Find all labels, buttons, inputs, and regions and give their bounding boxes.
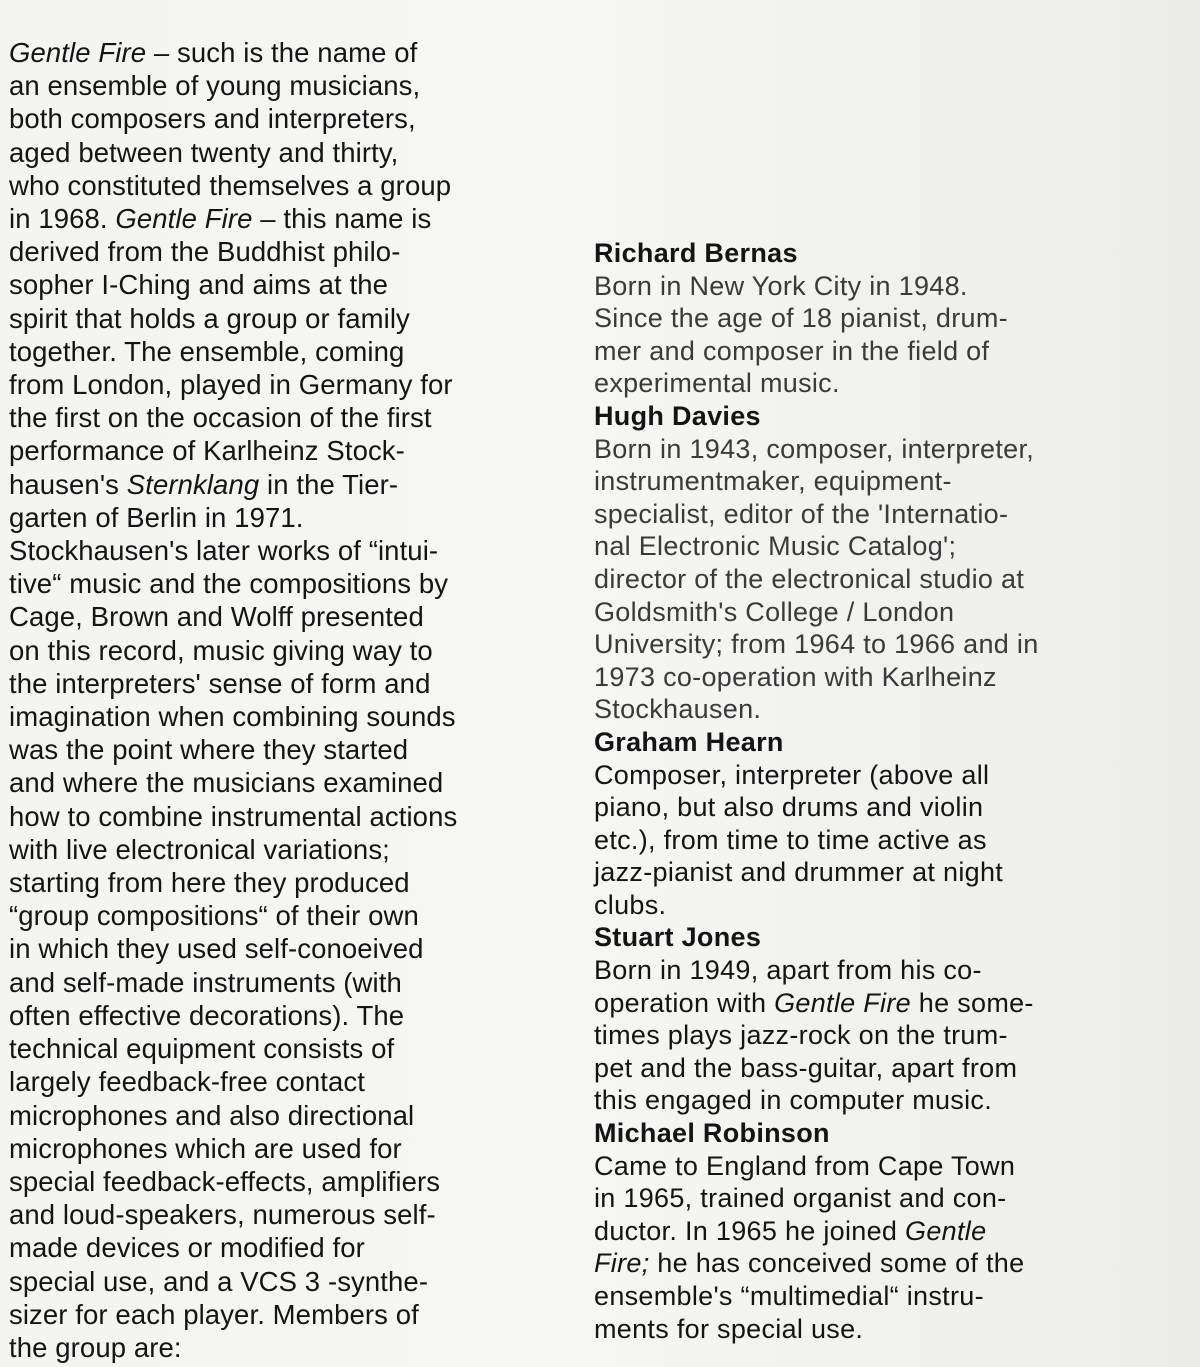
text-segment: from London, played in Germany for	[9, 369, 453, 401]
text-segment: in the Tier-	[259, 468, 399, 500]
text-line	[9, 1032, 569, 1065]
text-line	[594, 1247, 1194, 1280]
text-line	[9, 999, 569, 1032]
text-segment: director of the electronical studio at	[594, 563, 1025, 594]
member-name: Stuart Jones	[594, 922, 762, 953]
text-segment: together. The ensemble, coming	[9, 335, 405, 367]
text-segment: nal Electronic Music Catalog';	[594, 531, 957, 562]
text-line	[594, 563, 1194, 596]
text-line	[594, 302, 1194, 335]
text-segment: and self-made instruments (with	[9, 966, 402, 998]
text-line	[594, 335, 1194, 368]
text-line	[9, 434, 569, 467]
text-segment: this engaged in computer music.	[594, 1085, 993, 1116]
text-line	[9, 202, 569, 235]
text-segment: was the point where they started	[9, 734, 409, 766]
text-line	[9, 36, 569, 69]
text-line	[594, 661, 1194, 694]
text-segment: with live electronical variations;	[9, 833, 390, 865]
text-line	[9, 634, 569, 667]
text-segment: sizer for each player. Members of	[9, 1298, 419, 1330]
text-segment: starting from here they produced	[9, 867, 410, 899]
text-line	[594, 759, 1194, 792]
text-segment: – this name is	[252, 203, 432, 235]
text-line	[9, 102, 569, 135]
text-line	[9, 368, 569, 401]
text-line	[9, 1099, 569, 1132]
text-line	[9, 1231, 569, 1264]
text-segment: performance of Karlheinz Stock-	[9, 435, 405, 467]
text-segment: Born in 1943, composer, interpreter,	[594, 433, 1035, 464]
text-segment: in which they used self-conoeived	[9, 933, 424, 965]
italic-text: Gentle Fire	[115, 203, 253, 235]
text-segment: pet and the bass-guitar, apart from	[594, 1052, 1018, 1083]
italic-text: Gentle Fire	[774, 987, 911, 1018]
text-segment: spirit that holds a group or family	[9, 302, 410, 334]
text-segment: special feedback-effects, amplifiers	[9, 1165, 441, 1197]
text-line	[9, 1065, 569, 1098]
text-segment: microphones and also directional	[9, 1099, 415, 1131]
text-segment: ductor. In 1965 he joined	[594, 1215, 906, 1246]
text-segment: derived from the Buddhist philo-	[9, 236, 401, 268]
text-segment: often effective decorations). The	[9, 999, 405, 1031]
text-segment: both composers and interpreters,	[9, 103, 416, 135]
text-segment: hausen's	[9, 468, 127, 500]
text-line	[594, 1019, 1194, 1052]
text-line	[594, 1280, 1194, 1313]
text-segment: Born in 1949, apart from his co-	[594, 955, 982, 986]
text-segment: special use, and a VCS 3 -synthe-	[9, 1265, 429, 1297]
text-line	[594, 530, 1194, 563]
text-line	[9, 1165, 569, 1198]
member-entry	[594, 921, 1194, 1117]
text-line	[9, 667, 569, 700]
text-segment: who constituted themselves a group	[9, 169, 452, 201]
text-line	[9, 1132, 569, 1165]
text-segment: largely feedback-free contact	[9, 1066, 366, 1098]
text-segment: and where the musicians examined	[9, 767, 444, 799]
text-line	[9, 932, 569, 965]
text-segment: Goldsmith's College / London	[594, 596, 955, 627]
text-segment: ments for special use.	[594, 1313, 864, 1344]
text-segment: in 1968.	[9, 203, 116, 235]
text-segment: instrumentmaker, equipment-	[594, 466, 952, 497]
text-segment: “group compositions“ of their own	[9, 900, 419, 932]
text-line	[9, 1298, 569, 1331]
text-line	[594, 987, 1194, 1020]
text-line	[9, 534, 569, 567]
member-name: Graham Hearn	[594, 726, 784, 757]
text-line	[594, 856, 1194, 889]
text-line	[594, 270, 1194, 303]
text-segment: an ensemble of young musicians,	[9, 70, 421, 102]
text-line	[9, 1265, 569, 1298]
text-line	[594, 433, 1194, 466]
italic-text: Gentle	[905, 1215, 987, 1246]
text-line	[594, 1313, 1194, 1346]
text-line	[9, 302, 569, 335]
italic-text: Gentle Fire	[9, 37, 147, 68]
text-line	[594, 367, 1194, 400]
text-segment: Stockhausen's later works of “intui-	[9, 535, 439, 567]
text-segment: he has conceived some of the	[649, 1248, 1025, 1279]
text-segment: clubs.	[594, 889, 667, 920]
text-line	[594, 1182, 1194, 1215]
text-segment: the group are:	[9, 1331, 182, 1363]
text-segment: Came to England from Cape Town	[594, 1150, 1016, 1181]
text-segment: piano, but also drums and violin	[594, 792, 984, 823]
text-segment: aged between twenty and thirty,	[9, 136, 399, 168]
member-name: Richard Bernas	[594, 238, 798, 268]
text-segment: etc.), from time to time active as	[594, 824, 987, 855]
text-segment: – such is the name of	[146, 37, 418, 68]
text-segment: Born in New York City in 1948.	[594, 270, 968, 301]
italic-text: Fire;	[594, 1248, 650, 1279]
text-segment: Stockhausen.	[594, 694, 762, 725]
intro-column	[9, 36, 569, 1364]
text-segment: specialist, editor of the 'Internatio-	[594, 498, 1009, 529]
text-segment: jazz-pianist and drummer at night	[594, 857, 1004, 888]
text-segment: made devices or modified for	[9, 1232, 365, 1264]
member-entry	[594, 1117, 1194, 1345]
text-line	[9, 401, 569, 434]
text-segment: imagination when combining sounds	[9, 701, 456, 733]
member-entry	[594, 726, 1194, 922]
text-segment: on this record, music giving way to	[9, 634, 433, 666]
text-line	[9, 833, 569, 866]
text-line	[9, 69, 569, 102]
members-column	[594, 237, 1194, 1345]
text-segment: Cage, Brown and Wolff presented	[9, 601, 424, 633]
text-line	[9, 1198, 569, 1231]
text-segment: University; from 1964 to 1966 and in	[594, 629, 1039, 660]
text-line	[594, 1084, 1194, 1117]
text-line	[594, 498, 1194, 531]
text-segment: mer and composer in the field of	[594, 335, 990, 366]
text-segment: times plays jazz-rock on the trum-	[594, 1020, 1008, 1051]
text-line	[9, 136, 569, 169]
text-line	[594, 465, 1194, 498]
italic-text: Sternklang	[126, 468, 260, 500]
text-line	[9, 169, 569, 202]
text-segment: Since the age of 18 pianist, drum-	[594, 303, 1008, 334]
text-segment: how to combine instrumental actions	[9, 800, 458, 832]
text-line	[9, 766, 569, 799]
text-line	[594, 596, 1194, 629]
member-entry	[594, 400, 1194, 726]
text-segment: ensemble's “multimedial“ instru-	[594, 1281, 984, 1311]
text-segment: tive“ music and the compositions by	[9, 568, 449, 600]
text-line	[594, 889, 1194, 922]
text-segment: he some-	[910, 987, 1034, 1018]
text-line	[594, 1215, 1194, 1248]
text-line	[9, 800, 569, 833]
text-segment: 1973 co-operation with Karlheinz	[594, 661, 997, 692]
text-line	[594, 693, 1194, 726]
text-segment: the first on the occasion of the first	[9, 402, 432, 434]
text-line	[594, 791, 1194, 824]
text-segment: in 1965, trained organist and con-	[594, 1183, 1007, 1214]
member-entry	[594, 237, 1194, 400]
member-name: Michael Robinson	[594, 1118, 830, 1149]
text-segment: the interpreters' sense of form and	[9, 667, 431, 699]
text-line	[9, 700, 569, 733]
text-segment: experimental music.	[594, 368, 840, 399]
text-line	[594, 954, 1194, 987]
text-line	[9, 899, 569, 932]
text-line	[9, 1331, 569, 1364]
text-line	[594, 1052, 1194, 1085]
text-segment: Composer, interpreter (above all	[594, 759, 990, 790]
text-segment: garten of Berlin in 1971.	[9, 501, 304, 533]
text-line	[9, 966, 569, 999]
text-segment: and loud-speakers, numerous self-	[9, 1199, 436, 1231]
text-line	[594, 628, 1194, 661]
text-segment: microphones which are used for	[9, 1132, 402, 1164]
text-line	[9, 468, 569, 501]
text-line	[9, 600, 569, 633]
text-segment: operation with	[594, 987, 775, 1018]
text-line	[9, 567, 569, 600]
text-line	[594, 824, 1194, 857]
text-segment: sopher I-Ching and aims at the	[9, 269, 389, 301]
text-segment: technical equipment consists of	[9, 1033, 395, 1065]
text-line	[594, 1150, 1194, 1183]
text-line	[9, 866, 569, 899]
text-line	[9, 733, 569, 766]
text-line	[9, 268, 569, 301]
text-line	[9, 501, 569, 534]
text-line	[9, 235, 569, 268]
text-line	[9, 335, 569, 368]
member-name: Hugh Davies	[594, 400, 761, 431]
